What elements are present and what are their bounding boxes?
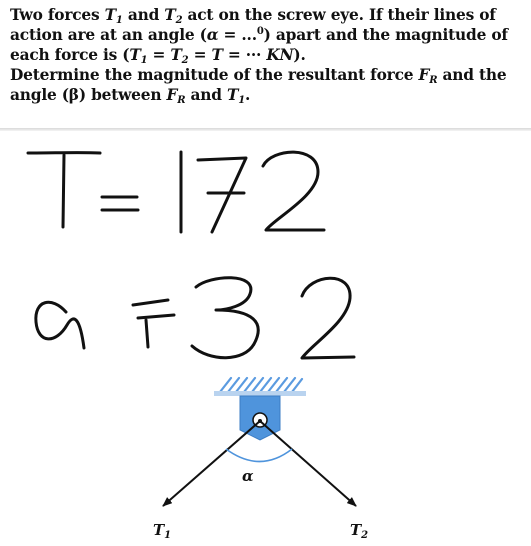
symbol-T: T <box>211 46 223 64</box>
support-base <box>214 391 306 396</box>
text: and <box>122 6 165 24</box>
symbol-FR: $F_R$ <box>166 86 186 106</box>
text: act on the screw eye. If their lines of <box>182 6 496 24</box>
alpha-label: α <box>242 467 254 485</box>
text: each force is ( <box>10 46 130 64</box>
symbol-FR: $F_R$ <box>418 66 438 86</box>
text: angle (β) between <box>10 86 167 104</box>
symbol-T2: $T_2$ <box>170 46 189 66</box>
degree-mark: 0 <box>256 26 264 37</box>
symbol-T1: $T_1$ <box>104 6 123 26</box>
text: ). <box>293 46 306 64</box>
text: . <box>245 86 251 104</box>
text: = <box>188 46 212 64</box>
text: action are at an angle ( <box>10 26 207 44</box>
t1-label: $T_1$ <box>153 521 172 541</box>
symbol-T1: $T_1$ <box>129 46 148 66</box>
force-T1-arrow <box>163 421 260 506</box>
fixed-support-hatch <box>220 378 302 392</box>
symbol-T2: $T_2$ <box>164 6 183 26</box>
text: = <box>147 46 171 64</box>
angle-alpha-arc <box>226 449 292 462</box>
force-T2-arrow <box>260 421 356 506</box>
text: and <box>185 86 228 104</box>
unit-kn: KN <box>266 46 294 64</box>
text: ) apart and the magnitude of <box>263 26 508 44</box>
text: and the <box>437 66 507 84</box>
t2-label: $T_2$ <box>350 521 369 541</box>
text: = ··· <box>222 46 267 64</box>
text: Determine the magnitude of the resultant force <box>10 66 419 84</box>
text: = ... <box>218 26 257 44</box>
symbol-T1: $T_1$ <box>227 86 246 106</box>
text: Two forces <box>10 6 105 24</box>
symbol-alpha: α <box>206 26 219 44</box>
